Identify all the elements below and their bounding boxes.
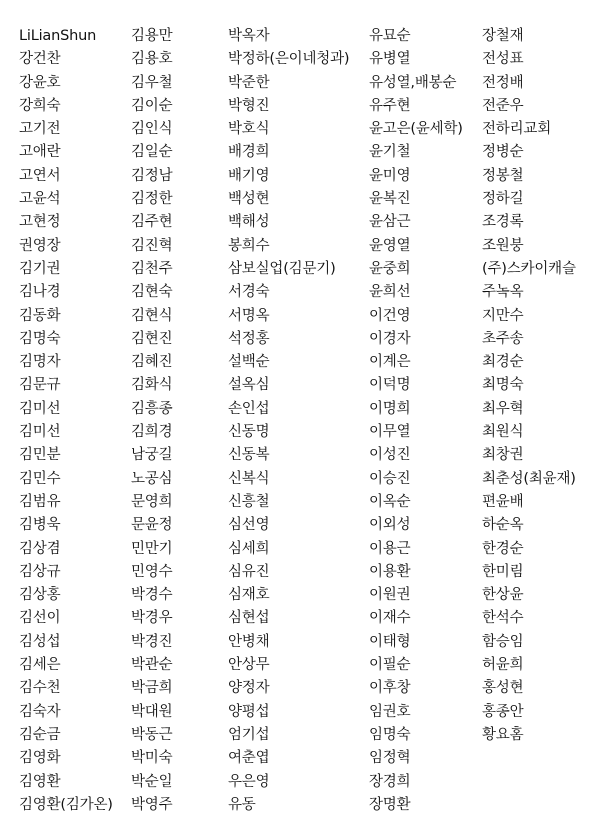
name-entry: 고기전 — [19, 121, 61, 138]
name-entry: 여춘엽 — [228, 750, 270, 767]
name-entry: 김인식 — [131, 121, 173, 138]
name-entry: 박미숙 — [131, 750, 173, 767]
name-entry: 권영장 — [19, 237, 61, 254]
name-column-2 — [131, 25, 172, 817]
name-entry: 이필순 — [369, 657, 411, 674]
name-entry: 심선영 — [228, 517, 270, 534]
name-entry: 윤미영 — [369, 167, 411, 184]
name-entry: 설옥심 — [228, 377, 270, 394]
name-entry: 김현진 — [131, 330, 173, 347]
name-entry: 이태형 — [369, 633, 411, 650]
name-entry: 문영희 — [131, 493, 173, 510]
name-entry: 안상무 — [228, 657, 270, 674]
name-entry: 박형진 — [228, 97, 270, 114]
name-entry: 유병열 — [369, 51, 411, 68]
name-entry: 심세희 — [228, 540, 270, 557]
name-entry: 박준한 — [228, 74, 270, 91]
name-entry: 김미선 — [19, 424, 61, 441]
name-entry: 김일순 — [131, 144, 173, 161]
name-entry: 김용호 — [131, 51, 173, 68]
name-entry: 전준우 — [482, 97, 524, 114]
name-entry: 이후창 — [369, 680, 411, 697]
name-entry: 배경희 — [228, 144, 270, 161]
name-entry: 김진혁 — [131, 237, 173, 254]
name-entry: 전성표 — [482, 51, 524, 68]
name-entry: 주녹옥 — [482, 284, 524, 301]
name-entry: 안병채 — [228, 633, 270, 650]
name-entry: 강윤호 — [19, 74, 61, 91]
name-entry: 김선이 — [19, 610, 61, 627]
name-entry: 서경숙 — [228, 284, 270, 301]
name-entry: 김화식 — [131, 377, 173, 394]
name-entry: 박경우 — [131, 610, 173, 627]
name-entry: 박경진 — [131, 633, 173, 650]
name-entry: 신복식 — [228, 470, 270, 487]
name-entry: 남궁길 — [131, 447, 173, 464]
name-entry: 장철재 — [482, 28, 524, 44]
name-entry: 이명희 — [369, 400, 411, 417]
name-entry: 임명숙 — [369, 726, 411, 743]
name-entry: 정봉철 — [482, 167, 524, 184]
name-entry: 황요홈 — [482, 726, 524, 743]
name-entry: 정병순 — [482, 144, 524, 161]
name-entry: 김문규 — [19, 377, 61, 394]
name-entry: 석정홍 — [228, 330, 270, 347]
name-entry: 박동근 — [131, 726, 173, 743]
name-entry: 홍종안 — [482, 703, 524, 720]
name-entry: 임권호 — [369, 703, 411, 720]
name-column-4 — [369, 25, 463, 817]
name-entry: LiLianShun — [19, 28, 97, 44]
name-entry: 고현정 — [19, 214, 61, 231]
name-entry: 전하리교회 — [482, 121, 552, 138]
name-entry: 최명숙 — [482, 377, 524, 394]
name-entry: 조경록 — [482, 214, 524, 231]
name-entry: 이무열 — [369, 424, 411, 441]
name-entry: 박옥자 — [228, 28, 270, 44]
name-entry: 박정하(은이네청과) — [228, 51, 350, 68]
name-entry: 강건찬 — [19, 51, 61, 68]
name-entry: 김나경 — [19, 284, 61, 301]
name-entry: 한석수 — [482, 610, 524, 627]
name-entry: 김정남 — [131, 167, 173, 184]
name-entry: 봉희수 — [228, 237, 270, 254]
name-entry: 이용환 — [369, 563, 411, 580]
name-column-5 — [482, 25, 576, 747]
name-entry: 신동명 — [228, 424, 270, 441]
name-entry: 김민분 — [19, 447, 61, 464]
name-entry: 윤고은(윤세학) — [369, 121, 463, 138]
name-column-3 — [228, 25, 349, 817]
name-entry: 김명숙 — [19, 330, 61, 347]
name-entry: 한미림 — [482, 563, 524, 580]
name-entry: 이외성 — [369, 517, 411, 534]
name-entry: 김성섭 — [19, 633, 61, 650]
name-entry: 김수천 — [19, 680, 61, 697]
name-entry: 장명환 — [369, 796, 411, 813]
name-entry: 최경순 — [482, 354, 524, 371]
name-entry: 장경희 — [369, 773, 411, 790]
name-entry: 김병욱 — [19, 517, 61, 534]
name-entry: 하순옥 — [482, 517, 524, 534]
name-entry: 허윤희 — [482, 657, 524, 674]
name-entry: 전정배 — [482, 74, 524, 91]
name-entry: 함승임 — [482, 633, 524, 650]
name-entry: 심유진 — [228, 563, 270, 580]
name-entry: 삼보실업(김문기) — [228, 260, 336, 277]
name-entry: (주)스카이캐슬 — [482, 260, 576, 277]
name-entry: 박관순 — [131, 657, 173, 674]
name-entry: 신흥철 — [228, 493, 270, 510]
name-entry: 김숙자 — [19, 703, 61, 720]
name-entry: 최원식 — [482, 424, 524, 441]
name-entry: 문윤정 — [131, 517, 173, 534]
name-entry: 김상겸 — [19, 540, 61, 557]
name-entry: 조원붕 — [482, 237, 524, 254]
name-entry: 김기권 — [19, 260, 61, 277]
name-entry: 김이순 — [131, 97, 173, 114]
name-entry: 고연서 — [19, 167, 61, 184]
name-entry: 김상규 — [19, 563, 61, 580]
name-entry: 이옥순 — [369, 493, 411, 510]
name-entry: 지만수 — [482, 307, 524, 324]
name-entry: 윤삼근 — [369, 214, 411, 231]
name-entry: 유묘순 — [369, 28, 411, 44]
name-entry: 고애란 — [19, 144, 61, 161]
name-entry: 설백순 — [228, 354, 270, 371]
name-entry: 김영환 — [19, 773, 61, 790]
name-entry: 윤중희 — [369, 260, 411, 277]
name-entry: 윤희선 — [369, 284, 411, 301]
name-entry: 초주송 — [482, 330, 524, 347]
name-entry: 김동화 — [19, 307, 61, 324]
name-entry: 윤영열 — [369, 237, 411, 254]
name-column-1 — [19, 25, 113, 817]
name-entry: 엄기섭 — [228, 726, 270, 743]
name-entry: 양평섭 — [228, 703, 270, 720]
name-entry: 이덕명 — [369, 377, 411, 394]
name-entry: 한경순 — [482, 540, 524, 557]
name-entry: 이건영 — [369, 307, 411, 324]
name-entry: 서명옥 — [228, 307, 270, 324]
name-entry: 강희숙 — [19, 97, 61, 114]
name-entry: 김명자 — [19, 354, 61, 371]
name-entry: 임정혁 — [369, 750, 411, 767]
name-entry: 우은영 — [228, 773, 270, 790]
name-entry: 김세은 — [19, 657, 61, 674]
name-entry: 윤기철 — [369, 144, 411, 161]
name-entry: 최창권 — [482, 447, 524, 464]
name-entry: 김우철 — [131, 74, 173, 91]
name-entry: 민영수 — [131, 563, 173, 580]
name-entry: 김용만 — [131, 28, 173, 44]
name-entry: 민만기 — [131, 540, 173, 557]
name-entry: 심현섭 — [228, 610, 270, 627]
name-entry: 한상윤 — [482, 587, 524, 604]
name-entry: 신동복 — [228, 447, 270, 464]
name-entry: 박경수 — [131, 587, 173, 604]
name-entry: 김정한 — [131, 191, 173, 208]
name-entry: 손인섭 — [228, 400, 270, 417]
name-entry: 이재수 — [369, 610, 411, 627]
name-entry: 김현식 — [131, 307, 173, 324]
name-entry: 김민수 — [19, 470, 61, 487]
name-entry: 김영화 — [19, 750, 61, 767]
name-entry: 이용근 — [369, 540, 411, 557]
name-entry: 김순금 — [19, 726, 61, 743]
name-entry: 배기영 — [228, 167, 270, 184]
name-entry: 이성진 — [369, 447, 411, 464]
name-entry: 박순일 — [131, 773, 173, 790]
name-entry: 김범유 — [19, 493, 61, 510]
name-entry: 유주현 — [369, 97, 411, 114]
name-entry: 김현숙 — [131, 284, 173, 301]
name-entry: 이경자 — [369, 330, 411, 347]
name-entry: 홍성현 — [482, 680, 524, 697]
name-entry: 박금희 — [131, 680, 173, 697]
name-entry: 백해성 — [228, 214, 270, 231]
name-entry: 최우혁 — [482, 400, 524, 417]
name-entry: 유동 — [228, 796, 256, 813]
name-entry: 백성현 — [228, 191, 270, 208]
name-entry: 김주현 — [131, 214, 173, 231]
name-entry: 김혜진 — [131, 354, 173, 371]
name-entry: 김영환(김가온) — [19, 796, 113, 813]
name-entry: 윤복진 — [369, 191, 411, 208]
name-entry: 최춘성(최윤재) — [482, 470, 576, 487]
name-entry: 유성열,배봉순 — [369, 74, 457, 91]
name-entry: 이원권 — [369, 587, 411, 604]
name-entry: 김상홍 — [19, 587, 61, 604]
name-entry: 이계은 — [369, 354, 411, 371]
name-entry: 박대원 — [131, 703, 173, 720]
name-entry: 심재호 — [228, 587, 270, 604]
name-entry: 정하길 — [482, 191, 524, 208]
name-entry: 노공심 — [131, 470, 173, 487]
name-entry: 김천주 — [131, 260, 173, 277]
name-entry: 김흥종 — [131, 400, 173, 417]
name-entry: 김미선 — [19, 400, 61, 417]
name-entry: 박영주 — [131, 796, 173, 813]
name-entry: 양정자 — [228, 680, 270, 697]
name-entry: 이승진 — [369, 470, 411, 487]
name-entry: 김희경 — [131, 424, 173, 441]
name-entry: 고윤석 — [19, 191, 61, 208]
name-entry: 박호식 — [228, 121, 270, 138]
name-entry: 편윤배 — [482, 493, 524, 510]
